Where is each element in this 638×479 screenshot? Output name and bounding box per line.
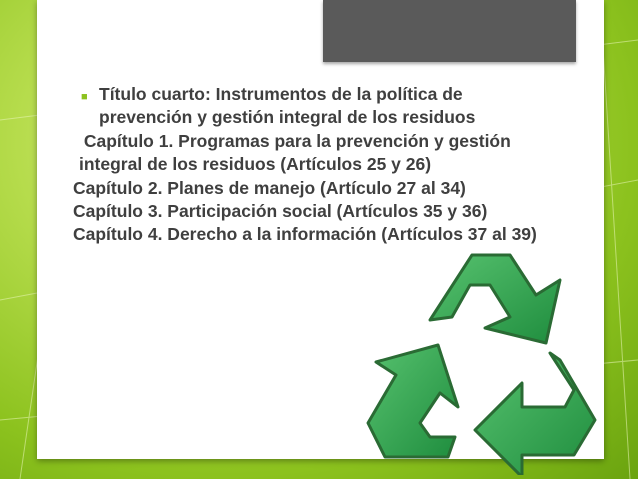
slide-body (73, 83, 555, 247)
bullet-text: Título cuarto: Instrumentos de la política de prevención y gestión integral de los residuos (99, 84, 476, 128)
square-bullet-icon: ■ (81, 91, 88, 103)
chapter-4: Capítulo 4. Derecho a la información (Artículos 37 al 39) (73, 224, 537, 245)
chapter-2: Capítulo 2. Planes de manejo (Artículo 27 al 34) (73, 177, 466, 198)
bullet-item (81, 83, 555, 130)
recycle-icon (360, 225, 610, 475)
chapter-3: Capítulo 3. Participación social (Artículos 35 y 36) (73, 201, 488, 222)
chapter-1: Capítulo 1. Programas para la prevención y gestión integral de los residuos (Artículos 25 y 26) (79, 130, 516, 175)
title-bar (323, 0, 576, 62)
